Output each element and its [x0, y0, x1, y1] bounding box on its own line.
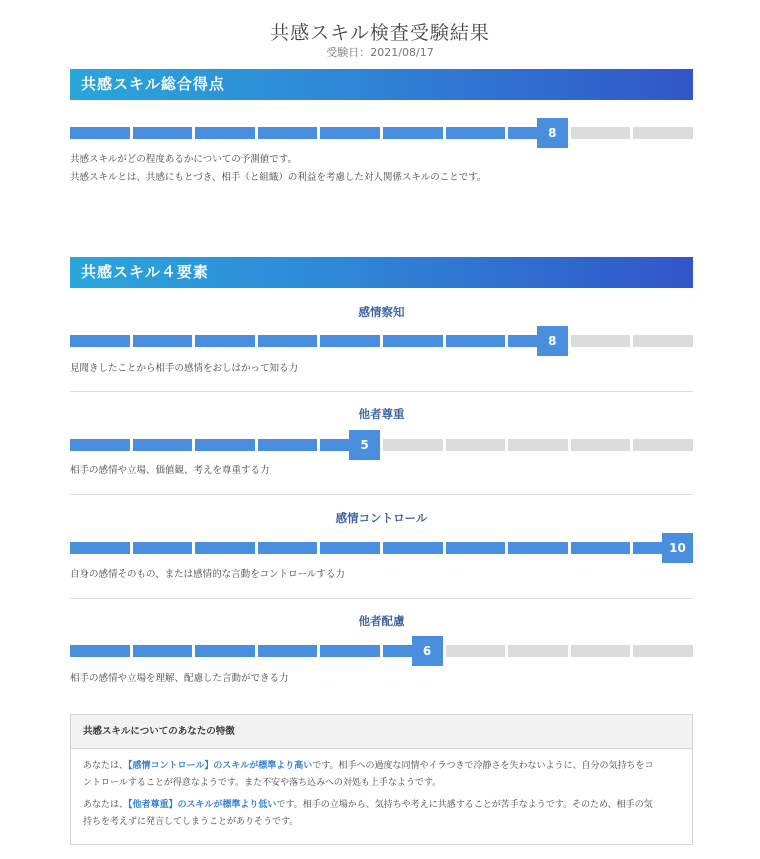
- score-segment: [195, 335, 255, 347]
- feature-2-text: です。相手の立場から、気持ちや考えに共感することが苦手なようです。そのため、相手の気: [276, 800, 653, 810]
- score-segment: [320, 645, 380, 657]
- element-bar-2: [70, 439, 693, 451]
- score-segment: [70, 127, 130, 139]
- score-segment: [70, 645, 130, 657]
- score-segment: [446, 127, 506, 139]
- score-marker: 8: [537, 118, 568, 148]
- score-segment: [446, 439, 506, 451]
- feature-2-prefix: あなたは、: [83, 800, 129, 810]
- score-segment: [133, 127, 193, 139]
- score-segment: [383, 542, 443, 554]
- score-segment: [320, 335, 380, 347]
- score-segment: [133, 645, 193, 657]
- score-segment: [633, 439, 693, 451]
- total-score-desc-1: 共感スキルがどの程度あるかについての予測値です。: [70, 154, 297, 165]
- score-segment: [320, 127, 380, 139]
- feature-1-text: です。相手への過度な同情やイラつきで冷静さを失わないように、自分の気持ちをコ: [312, 761, 654, 771]
- score-segment: [195, 439, 255, 451]
- score-segment: [195, 542, 255, 554]
- score-marker: 10: [662, 533, 693, 563]
- element-desc-2: 相手の感情や立場、価値観、考えを尊重する力: [70, 465, 270, 476]
- score-segment: [446, 645, 506, 657]
- feature-1-text-cont: ントロールすることが得意なようです。また不安や落ち込みへの対処も上手なようです。: [83, 778, 442, 788]
- total-score-bar: [70, 127, 693, 139]
- total-score-banner: 共感スキル総合得点: [70, 69, 693, 100]
- feature-paragraph-2: [83, 797, 680, 831]
- score-segment: [195, 645, 255, 657]
- feature-2-highlight: 【他者尊重】のスキルが標準より低い: [128, 800, 277, 810]
- score-segment: [133, 439, 193, 451]
- score-marker: 8: [537, 326, 568, 356]
- score-segment: [633, 335, 693, 347]
- score-segment: [571, 439, 631, 451]
- element-bar-4: [70, 645, 693, 657]
- score-segment: [258, 439, 318, 451]
- score-segment: [258, 542, 318, 554]
- score-segment: [633, 127, 693, 139]
- score-segment: [383, 127, 443, 139]
- exam-date: 受験日：2021/08/17: [326, 46, 434, 59]
- feature-2-text-cont: 持ちを考えずに発言してしまうことがありそうです。: [83, 817, 299, 827]
- score-segment: [383, 335, 443, 347]
- features-heading: 共感スキルについてのあなたの特徴: [71, 715, 692, 749]
- score-segment: [571, 645, 631, 657]
- page-title: 共感スキル検査受験結果: [270, 22, 490, 44]
- score-segment: [508, 645, 568, 657]
- score-segment: [508, 439, 568, 451]
- score-segment: [258, 127, 318, 139]
- score-segment: [133, 335, 193, 347]
- element-desc-4: 相手の感情や立場を理解、配慮した言動ができる力: [70, 673, 289, 684]
- score-segment: [258, 335, 318, 347]
- total-score-desc-2: 共感スキルとは、共感にもとづき、相手（と組織）の利益を考慮した対人関係スキルのことです。: [70, 172, 487, 183]
- score-segment: [571, 335, 631, 347]
- element-desc-1: 見聞きしたことから相手の感情をおしはかって知る力: [70, 363, 299, 374]
- score-segment: [133, 542, 193, 554]
- score-segment: [446, 335, 506, 347]
- score-segment: [70, 542, 130, 554]
- score-segment: [508, 542, 568, 554]
- score-segment: [258, 645, 318, 657]
- feature-1-prefix: あなたは、: [83, 761, 129, 771]
- element-title-1: 感情察知: [358, 305, 405, 319]
- divider: [70, 494, 693, 495]
- score-segment: [571, 127, 631, 139]
- score-segment: [70, 439, 130, 451]
- divider: [70, 598, 693, 599]
- feature-1-highlight: 【感情コントロール】のスキルが標準より高い: [128, 761, 313, 771]
- score-segment: [195, 127, 255, 139]
- score-marker: 6: [412, 636, 443, 666]
- elements-banner: 共感スキル４要素: [70, 257, 693, 288]
- score-segment: [320, 542, 380, 554]
- element-title-4: 他者配慮: [358, 614, 405, 628]
- score-segment: [571, 542, 631, 554]
- element-title-3: 感情コントロール: [335, 511, 428, 525]
- score-marker: 5: [349, 430, 380, 460]
- feature-paragraph-1: [83, 758, 680, 792]
- features-body: [71, 749, 692, 831]
- score-segment: [633, 645, 693, 657]
- features-box: [70, 714, 693, 845]
- element-title-2: 他者尊重: [358, 407, 405, 421]
- element-bar-3: [70, 542, 693, 554]
- score-segment: [383, 439, 443, 451]
- score-segment: [446, 542, 506, 554]
- element-desc-3: 自身の感情そのもの、または感情的な言動をコントロールする力: [70, 569, 345, 580]
- element-bar-1: [70, 335, 693, 347]
- score-segment: [70, 335, 130, 347]
- divider: [70, 391, 693, 392]
